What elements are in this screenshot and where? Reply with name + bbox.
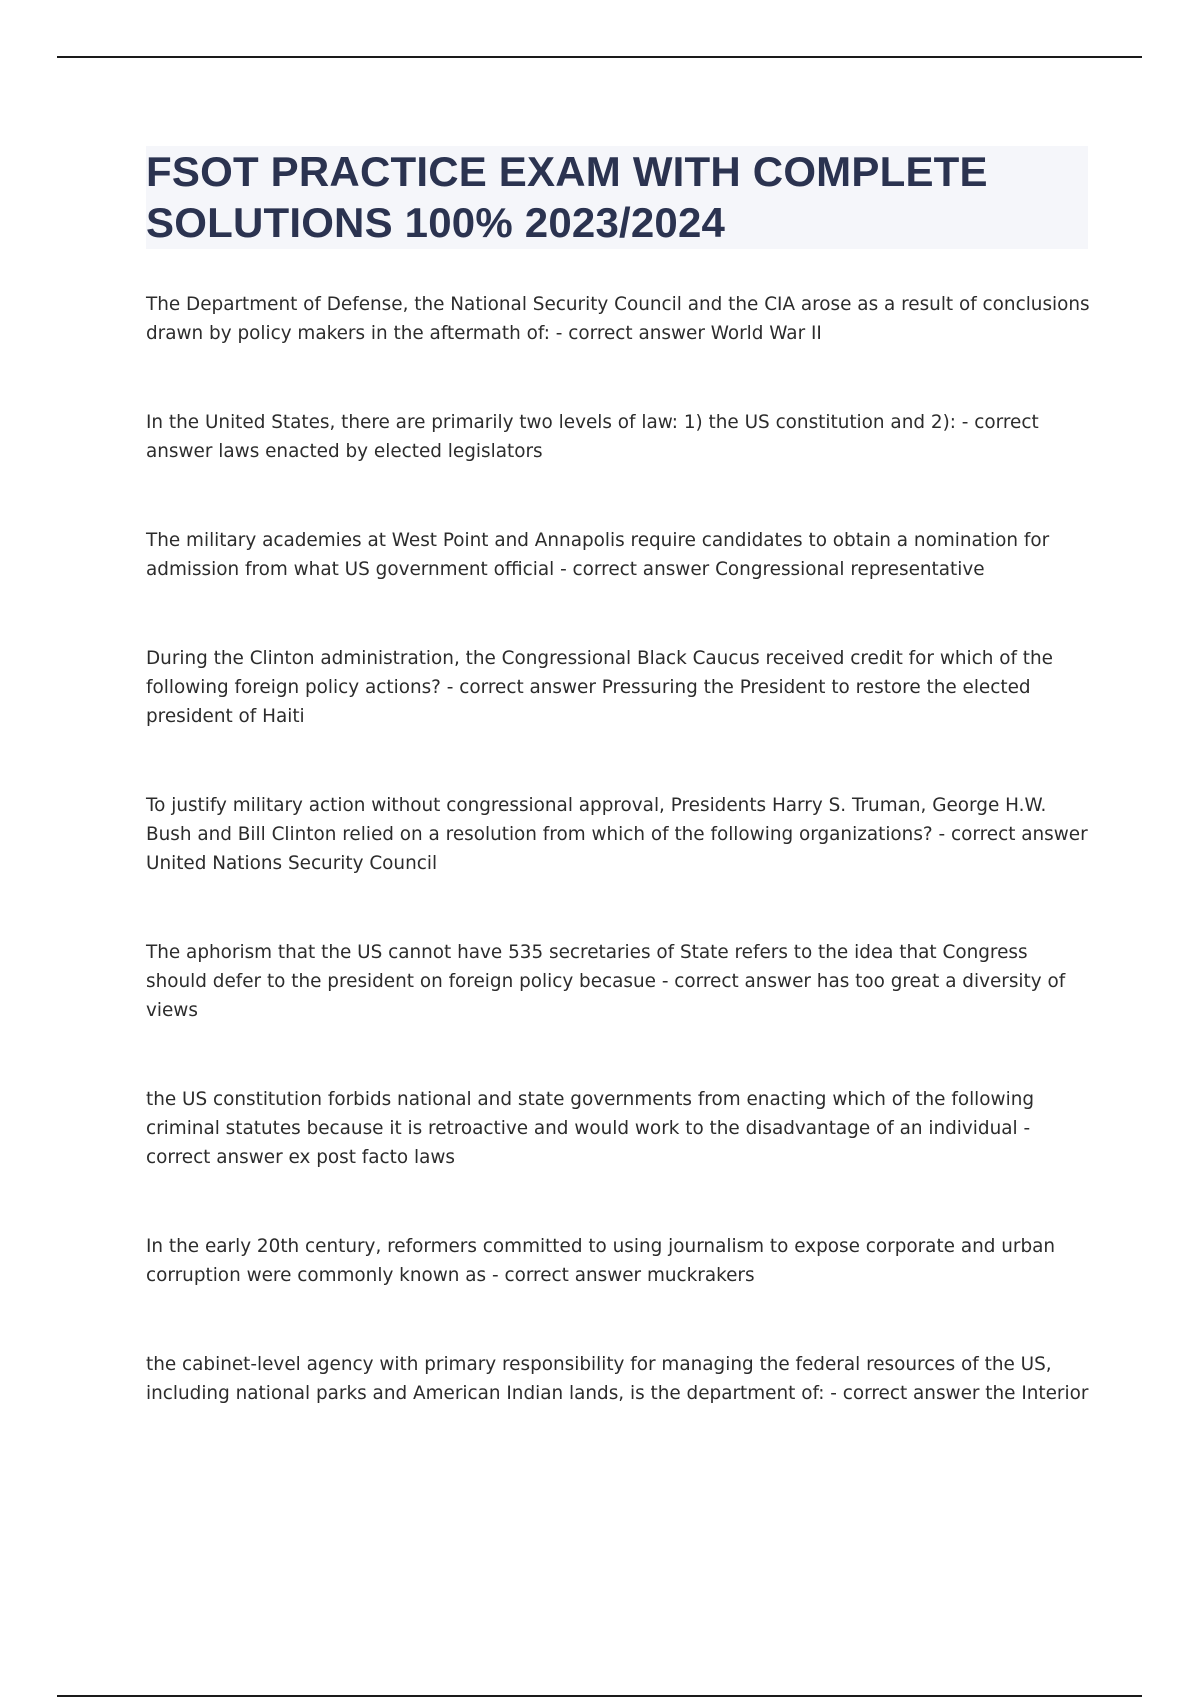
qa-item: the US constitution forbids national and state governments from enacting which of the following criminal statutes because it is retroactive and would work to the disadvantage of an individual - correct answer ex post facto laws <box>146 1089 1035 1168</box>
qa-item: The Department of Defense, the National Security Council and the CIA arose as a result of conclusions drawn by policy makers in the aftermath of: - correct answer World War II <box>146 294 1090 344</box>
qa-item: In the United States, there are primarily two levels of law: 1) the US constitution and 2): - correct answer laws enacted by elected legislators <box>146 412 1039 462</box>
bottom-rule <box>57 1695 1142 1697</box>
top-rule <box>57 56 1142 58</box>
qa-item: The aphorism that the US cannot have 535 secretaries of State refers to the idea that Congress should defer to the president on foreign policy becasue - correct answer has too great a diversity of views <box>146 942 1066 1021</box>
qa-item: The military academies at West Point and Annapolis require candidates to obtain a nomination for admission from what US government official - correct answer Congressional representative <box>146 530 1050 580</box>
qa-item: To justify military action without congressional approval, Presidents Harry S. Truman, George H.W. Bush and Bill Clinton relied on a resolution from which of the following organizations? - correct answer United Nations Security Council <box>146 795 1088 874</box>
qa-item: During the Clinton administration, the Congressional Black Caucus received credit for which of the following foreign policy actions? - correct answer Pressuring the President to restore the elected president of Haiti <box>146 648 1053 727</box>
qa-item: the cabinet-level agency with primary responsibility for managing the federal resources of the US, including national parks and American Indian lands, is the department of: - correct answer the Interior <box>146 1354 1089 1404</box>
document-title: FSOT PRACTICE EXAM WITH COMPLETE SOLUTIONS 100% 2023/2024 <box>146 148 988 246</box>
question-list <box>146 290 1091 1468</box>
qa-item: In the early 20th century, reformers committed to using journalism to expose corporate and urban corruption were commonly known as - correct answer muckrakers <box>146 1236 1056 1286</box>
title-block <box>146 146 1088 249</box>
